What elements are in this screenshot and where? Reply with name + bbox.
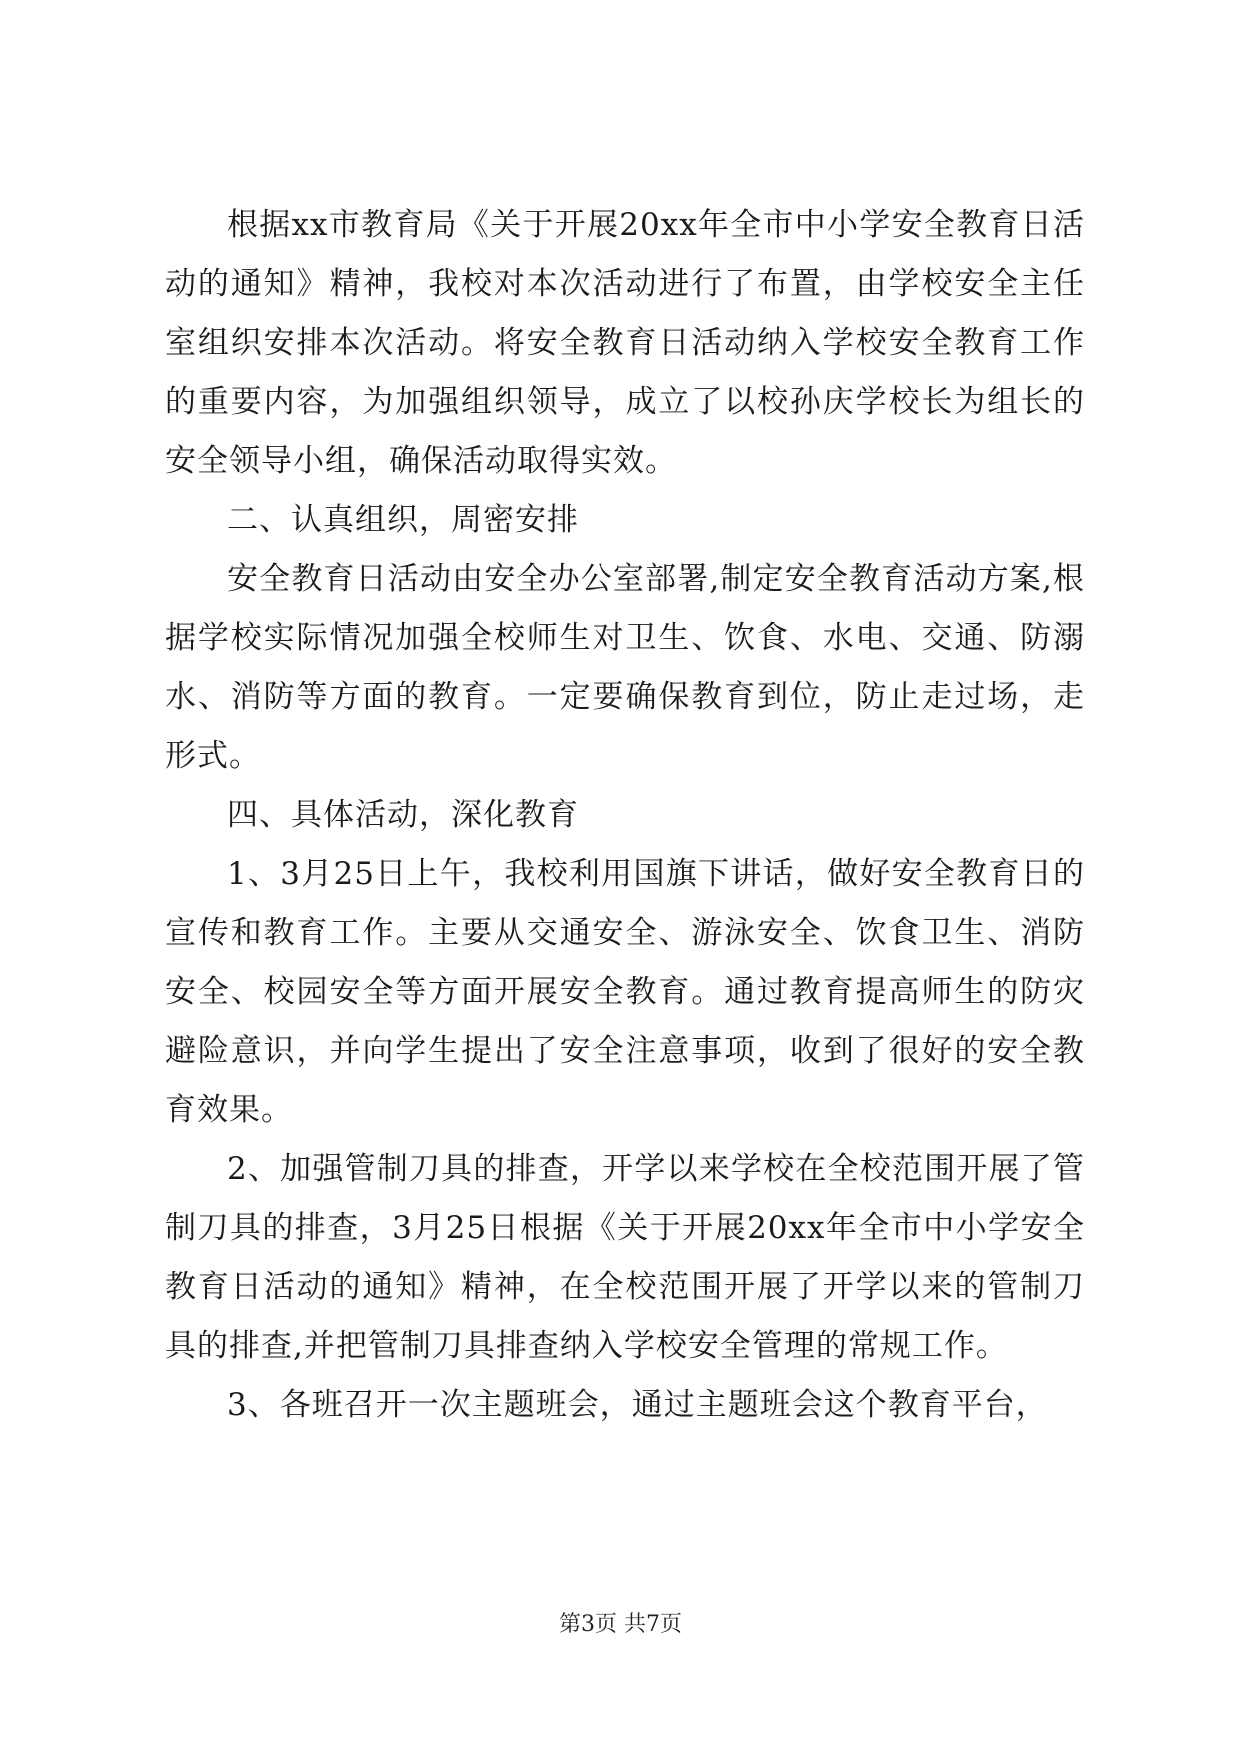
body-paragraph: 安全教育日活动由安全办公室部署,制定安全教育活动方案,根据学校实际情况加强全校师生对卫生、饮食、水电、交通、防溺水、消防等方面的教育。一定要确保教育到位，防止走过场，走形式。 bbox=[165, 561, 1085, 774]
section-heading: 二、认真组织，周密安排 bbox=[227, 502, 579, 538]
body-paragraph: 根据xx市教育局《关于开展20xx年全市中小学安全教育日活动的通知》精神，我校对本次活动进行了布置，由学校安全主任室组织安排本次活动。将安全教育日活动纳入学校安全教育工作的重要内容，为加强组织领导，成立了以校孙庆学校长为组长的安全领导小组，确保活动取得实效。 bbox=[165, 207, 1085, 479]
body-paragraph: 1、3月25日上午，我校利用国旗下讲话，做好安全教育日的宣传和教育工作。主要从交通安全、游泳安全、饮食卫生、消防安全、校园安全等方面开展安全教育。通过教育提高师生的防灾避险意识，并向学生提出了安全注意事项，收到了很好的安全教育效果。 bbox=[165, 856, 1085, 1128]
page-footer: 第3页 共7页 bbox=[559, 1612, 682, 1637]
section-heading: 四、具体活动，深化教育 bbox=[227, 797, 579, 833]
document-body bbox=[165, 196, 1085, 1435]
body-paragraph: 2、加强管制刀具的排查，开学以来学校在全校范围开展了管制刀具的排查，3月25日根据《关于开展20xx年全市中小学安全教育日活动的通知》精神，在全校范围开展了开学以来的管制刀具的排查,并把管制刀具排查纳入学校安全管理的常规工作。 bbox=[165, 1151, 1085, 1364]
body-paragraph: 3、各班召开一次主题班会，通过主题班会这个教育平台， bbox=[227, 1387, 1048, 1423]
